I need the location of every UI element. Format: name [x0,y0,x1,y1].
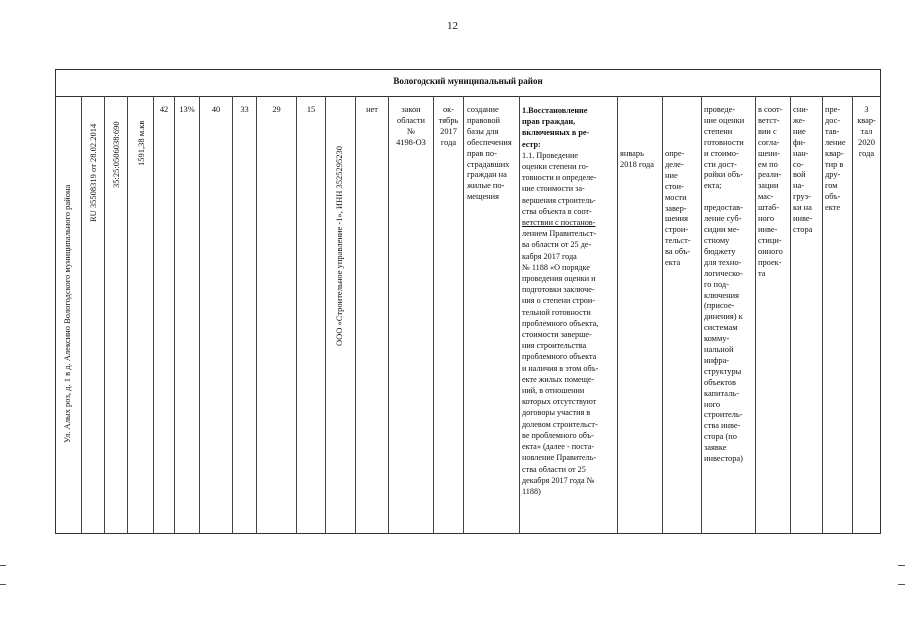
investor-line: инвестора) [704,454,743,464]
result-line: ние [665,170,678,180]
law-date [434,105,463,149]
investor-line: для техно- [704,257,742,267]
measure-line: екте жилых помеще- [522,374,595,384]
investor-line: динения) к [704,312,743,322]
measure-line: ния строительства [522,341,587,351]
investor-line: ройки объ- [704,170,743,180]
scan-mark [898,565,905,566]
column-divider [755,96,756,534]
agreement-line: онного [758,246,783,256]
object-area: 1591,38 м.кв [136,120,146,166]
column-divider [127,96,128,534]
law-reference [389,105,433,149]
deadline-line: квар- [857,115,876,125]
column-divider [822,96,823,534]
provision-line: дос- [825,115,841,125]
investor-line: сти дост- [704,159,737,169]
investor-line: ние оценки [704,115,745,125]
column-divider [790,96,791,534]
result-line: екта [665,258,681,268]
measure-line: ве проблемного объ- [522,430,594,440]
apartment-provision [825,105,852,214]
investor-obligations [704,105,755,465]
agreement-line: та [758,268,766,278]
deadline-line: тал [860,126,873,136]
column-divider [519,96,520,534]
investor-line: строитель- [704,410,743,420]
investor-line: инфра- [704,355,730,365]
purpose-line: базы для [467,126,499,136]
law-line: № [407,126,415,136]
measure-line: № 1188 «О порядке [522,262,590,272]
purpose-line: жилые по- [467,181,505,191]
column-divider [701,96,702,534]
column-divider [355,96,356,534]
measure-line: включенных в ре- [522,128,590,138]
investor-line: нальной [704,345,734,355]
agreement-line: шени- [758,148,780,158]
column-divider [232,96,233,534]
purpose-line: мещения [467,192,499,202]
value-33: 33 [240,105,249,114]
result-line: стои- [665,181,684,191]
provision-line: тав- [825,126,840,136]
page-number: 12 [447,20,458,32]
result-line: завер- [665,203,687,213]
measure-line: проведения оценки и [522,274,596,284]
result-line: тельст- [665,236,691,246]
table-border-bottom [55,533,881,534]
measure-line: 1.Восстановление [522,106,588,115]
column-divider [256,96,257,534]
measure-line: проблемного объекта, [522,318,599,328]
agreement-line: в соот- [758,105,783,114]
benefit-line: фи- [793,137,806,147]
value-15: 15 [306,105,316,114]
column-divider [81,96,82,534]
section-header-divider [55,96,881,97]
investor-line: степени [704,126,733,136]
investor-line: екта; [704,181,722,191]
measure-line: естр: [522,139,541,149]
investor-line: готовности [704,137,744,147]
investor-line: ства инве- [704,421,741,431]
measure-line: вершения строитель- [522,195,596,205]
result-line: ва объ- [665,247,691,257]
benefit-line: сни- [793,105,809,114]
completion-deadline [853,105,880,160]
column-divider [852,96,853,534]
investor-line: комму- [704,334,730,344]
investor-line: стному [704,235,730,245]
scan-mark [898,584,905,585]
provision-line: екте [825,203,841,213]
measure-line: договоры участия в [522,408,591,418]
law-line: 4198-ОЗ [396,137,426,147]
benefit-line: вой [793,170,806,180]
benefit-line: со- [793,159,804,169]
investor-line: ление суб- [704,214,742,224]
agreement-line: согла- [758,137,780,147]
investor-line: го под- [704,279,729,289]
measure-line: подготовки заключе- [522,285,595,295]
investor-line [704,192,755,203]
investor-line: сидии ме- [704,225,740,235]
agreement-line: проек- [758,257,782,267]
measure-line: стоимости заверше- [522,330,592,340]
measure-line: декабря 2017 года № [522,475,595,485]
column-divider [388,96,389,534]
benefit-line: ки на [793,203,812,213]
benefit-line: ние [793,126,806,136]
law-line: закон [401,105,421,114]
provision-line: объ- [825,192,841,202]
benefit-line: груз- [793,192,811,202]
provision-line: тир в [825,159,844,169]
investor-line: объектов [704,377,736,387]
investor-line: проведе- [704,105,736,114]
measure-line: ства объекта в соот- [522,206,592,216]
column-divider [153,96,154,534]
value-29: 29 [272,105,281,114]
agreement-basis [758,105,790,280]
table-border-top [55,69,881,70]
agreement-line: мас- [758,192,774,202]
purpose-line: граждан на [467,170,507,180]
investor-line: и стоимо- [704,148,739,158]
provision-line: пре- [825,105,841,114]
purpose-line: создание [467,105,499,114]
agreement-line: ветст- [758,115,780,125]
expected-result [665,149,701,269]
purpose-line: обеспечения [467,137,512,147]
measure-line: тельной готовности [522,307,591,317]
column-divider [325,96,326,534]
investor-line: структуры [704,366,742,376]
agreement-line: штаб- [758,203,779,213]
measure-line: лением Правительст- [522,229,597,239]
column-divider [199,96,200,534]
provision-line: квар- [825,148,844,158]
provision-line: ление [825,137,846,147]
purpose-line: правовой [467,115,501,125]
benefit-line: же- [793,115,806,125]
measure-line: прав граждан, [522,117,576,127]
column-divider [104,96,105,534]
measure-line: ства области от 25 [522,464,586,474]
column-divider [617,96,618,534]
measure-date-line: 2018 года [620,159,654,169]
law-date-line: ок- [442,105,455,114]
law-date-line: тябрь [438,115,459,125]
scan-mark [0,565,6,566]
provision-line: гом [825,181,838,191]
agreement-line: ем по [758,159,778,169]
measure-line: проблемного объекта [522,352,597,362]
investor-line: капиталь- [704,388,739,398]
measure-line: ние стоимости за- [522,184,585,194]
benefit-line: на- [793,181,804,191]
deadline-line: 2020 [858,137,875,147]
benefit-line: нан- [793,148,809,158]
purpose-text [467,105,519,203]
developer-name: ООО «Строительное управление -1», ИНН 3525295230 [334,146,344,346]
measure-line: оценки степени го- [522,162,589,172]
column-divider [662,96,663,534]
investor-line: системам [704,323,738,333]
table-border-right [880,69,881,534]
deadline-line: 3 [864,105,869,114]
column-divider [433,96,434,534]
building-permit: RU 35508319 от 28.02.2014 [88,123,98,222]
result-line: шения [665,214,688,224]
measure-line: которых отсутствуют [522,397,597,407]
investor-line: ключения [704,290,739,300]
table-border-left [55,69,56,534]
object-address: Ул. Алых роз, д. 1 в д. Алексино Вологодского муниципального района [62,184,72,443]
purpose-line: прав по- [467,148,497,158]
measure-line: ний, в отношении [522,386,585,396]
result-line: опре- [665,149,685,158]
measure-text [522,105,616,497]
section-title: Вологодский муниципальный район [393,76,543,86]
measure-line: товности и определе- [522,173,597,183]
measure-line: кабря 2017 года [522,251,577,261]
agreement-line: инве- [758,224,778,234]
value-40: 40 [211,105,221,114]
law-date-line: 2017 [440,126,457,136]
measure-line: 1188) [522,486,541,496]
measure-line: ва области от 25 де- [522,240,592,250]
investor-line: ного [704,399,721,409]
agreement-line: реали- [758,170,782,180]
investor-line: логическо- [704,268,743,278]
investor-benefit [793,105,822,236]
value-42: 42 [159,105,169,114]
result-line: деле- [665,159,684,169]
result-line: строи- [665,225,689,235]
measure-line: ния о степени строи- [522,296,595,306]
value-net: нет [366,105,378,114]
agreement-line: ного [758,214,775,224]
investor-line: стора (по [704,432,737,442]
measure-line: ветствии с постанов- [522,218,596,228]
law-line: области [397,115,425,125]
measure-line: долевом строительст- [522,419,598,429]
investor-line: предостав- [704,203,743,213]
benefit-line: стора [793,224,813,234]
cadastral-number: 35:25:0506038:690 [111,121,121,188]
column-divider [463,96,464,534]
investor-line: заявке [704,443,727,453]
value-percent: 13% [179,105,195,114]
column-divider [174,96,175,534]
measure-line: екта» (далее - поста- [522,442,595,452]
result-line: мости [665,192,687,202]
agreement-line: вии с [758,126,777,136]
benefit-line: инве- [793,214,813,224]
scan-mark [0,584,6,585]
measure-date-line: январь [620,149,644,158]
purpose-line: страдавших [467,159,510,169]
law-date-line: года [440,137,457,147]
measure-date [620,149,662,171]
investor-line: бюджету [704,246,736,256]
deadline-line: года [858,148,875,158]
measure-line: 1.1. Проведение [522,150,578,160]
agreement-line: зации [758,181,779,191]
column-divider [296,96,297,534]
measure-line: новление Правитель- [522,453,597,463]
measure-line: и наличия в этом объ- [522,363,599,373]
provision-line: дру- [825,170,841,180]
investor-line: (присое- [704,301,735,311]
agreement-line: стици- [758,235,782,245]
